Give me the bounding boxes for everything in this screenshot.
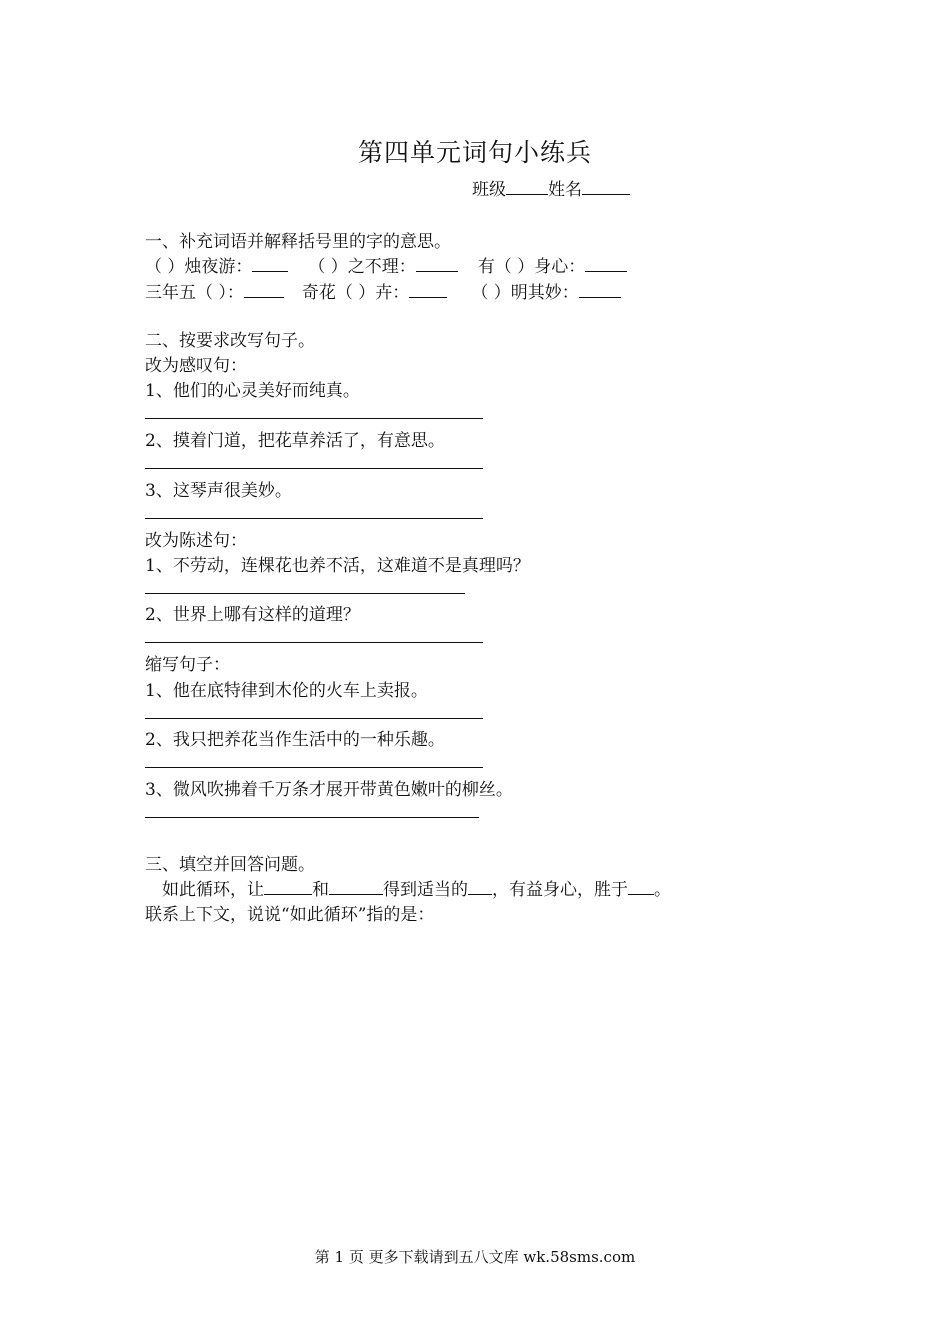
idiom-blank[interactable] — [579, 283, 621, 298]
answer-line[interactable] — [145, 718, 483, 719]
condense-item-2: 2、我只把养花当作生活中的一种乐趣。 — [145, 730, 445, 750]
idiom-blank[interactable] — [244, 283, 284, 298]
answer-line[interactable] — [145, 418, 483, 419]
exclamation-item-2: 2、摸着门道，把花草养活了，有意思。 — [145, 431, 445, 451]
fill-part-5: 。 — [654, 880, 671, 900]
section3-heading: 三、填空并回答问题。 — [145, 855, 315, 875]
page-footer: 第 1 页 更多下载请到五八文库 wk.58sms.com — [314, 1248, 636, 1266]
condense-label: 缩写句子： — [145, 655, 230, 675]
answer-line[interactable] — [145, 518, 483, 519]
class-label: 班级 — [472, 180, 506, 200]
answer-line[interactable] — [145, 767, 483, 768]
answer-line[interactable] — [145, 817, 479, 818]
name-label: 姓名 — [548, 180, 582, 200]
answer-line[interactable] — [145, 468, 483, 469]
exclamation-label: 改为感叹句： — [145, 356, 247, 376]
name-blank[interactable] — [582, 180, 630, 195]
idiom-blank[interactable] — [252, 257, 288, 272]
fill-part-2: 和 — [312, 880, 329, 900]
fill-blank[interactable] — [628, 880, 654, 895]
exclamation-item-3: 3、这琴声很美妙。 — [145, 481, 292, 501]
idiom-blank[interactable] — [416, 257, 458, 272]
idiom-row-2 — [145, 278, 621, 303]
answer-line[interactable] — [145, 593, 465, 594]
condense-item-3: 3、微风吹拂着千万条才展开带黄色嫩叶的柳丝。 — [145, 780, 513, 800]
exclamation-item-1: 1、他们的心灵美好而纯真。 — [145, 381, 360, 401]
declarative-item-1: 1、不劳动，连棵花也养不活，这难道不是真理吗？ — [145, 556, 530, 576]
idiom-1-1: （ ）烛夜游： — [145, 257, 253, 277]
fill-part-3: 得到适当的 — [383, 880, 468, 900]
fill-part-4: ，有益身心，胜于 — [492, 880, 628, 900]
fill-blank[interactable] — [468, 880, 492, 895]
idiom-1-3: 有（ ）身心： — [477, 257, 586, 277]
context-question: 联系上下文，说说“如此循环”指的是： — [145, 905, 435, 925]
idiom-2-1: 三年五（ ）： — [145, 283, 244, 303]
idiom-2-2: 奇花（ ）卉： — [301, 283, 410, 303]
declarative-label: 改为陈述句： — [145, 531, 247, 551]
condense-item-1: 1、他在底特律到木伦的火车上卖报。 — [145, 681, 428, 701]
idiom-2-3: （ ）明其妙： — [471, 283, 579, 303]
idiom-blank[interactable] — [585, 257, 627, 272]
section1-heading: 一、补充词语并解释括号里的字的意思。 — [145, 232, 451, 252]
page-title: 第四单元词句小练兵 — [357, 138, 592, 167]
answer-line[interactable] — [145, 642, 483, 643]
declarative-item-2: 2、世界上哪有这样的道理？ — [145, 605, 360, 625]
idiom-1-2: （ ）之不理： — [308, 257, 416, 277]
class-name-line — [472, 175, 630, 200]
section2-heading: 二、按要求改写句子。 — [145, 331, 315, 351]
fill-blank[interactable] — [264, 880, 312, 895]
idiom-blank[interactable] — [409, 283, 447, 298]
idiom-row-1 — [145, 252, 627, 277]
fill-part-1: 如此循环，让 — [162, 880, 264, 900]
fill-sentence — [162, 875, 671, 900]
fill-blank[interactable] — [329, 880, 383, 895]
class-blank[interactable] — [506, 180, 548, 195]
